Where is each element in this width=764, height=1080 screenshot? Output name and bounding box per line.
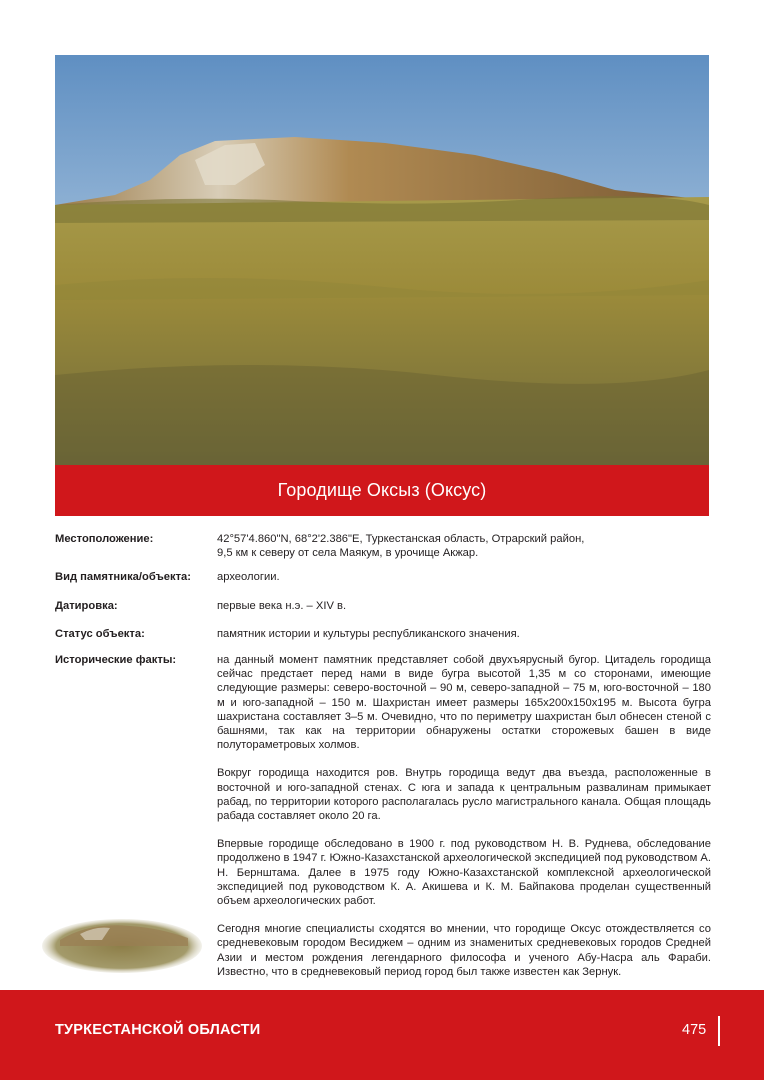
- field-label: Вид памятника/объекта:: [55, 571, 191, 584]
- footer-band: [0, 990, 764, 1080]
- field-row-status: [55, 627, 711, 641]
- history-paragraph: Сегодня многие специалисты сходятся во мнении, что городище Оксус отождествляется со средневековым городом Весиджем – одним из знаменитых средневековых городов Средней Азии и местом рождения легендарного философа и ученого Абу-Насра аль Фараби. Известно, что в средневековый период город был также известен как Зернук.: [217, 923, 711, 978]
- page-number: 475: [682, 1022, 707, 1038]
- field-value: памятник истории и культуры республиканского значения.: [217, 627, 520, 640]
- history-paragraph: на данный момент памятник представляет собой двухъярусный бугор. Цитадель городища сейчас предстает перед нами в виде бугра высотой 1,35 м со сторонами, имеющие следующие размеры: северо-восточной – 90 м, северо-западной – 75 м, юго-восточной – 180 м и юго-западной – 150 м. Шахристан имеет размеры 165х200х150х195 м. Высота бугра шахристана составляет 3–5 м. Очевидно, что по периметру шахристан был обнесен стеной с башнями, так как на территории обнаружены остатки сторожевых башен в виде полутораметровых холмов.: [217, 654, 711, 752]
- history-paragraph: Вокруг городища находится ров. Внутрь городища ведут два въезда, расположенные в восточной и юго-западной стенах. С юга и запада к центральным развалинам примыкает рабад, по территории которого располагалась русло магистрального канала. Общая площадь рабада составляет около 20 га.: [217, 767, 711, 823]
- field-label: Местоположение:: [55, 533, 154, 545]
- history-text: [217, 653, 711, 993]
- field-value: 42°57'4.860"N, 68°2'2.386"E, Туркестанская область, Отрарский район, 9,5 км к северу от села Маякум, в урочище Акжар.: [217, 533, 585, 560]
- site-photo: [55, 55, 709, 465]
- history-paragraph: Впервые городище обследовано в 1900 г. под руководством Н. В. Руднева, обследование продолжено в 1947 г. Южно-Казахстанской археологической экспедицией под руководством А. Н. Бернштама. Далее в 1975 году Южно-Казахстанской комплексной археологической экспедицией под руководством К. А. Акишева и К. М. Байпакова проделан существенный объем археологических работ.: [217, 838, 711, 908]
- page-divider: [718, 1016, 720, 1046]
- region-name: ТУРКЕСТАНСКОЙ ОБЛАСТИ: [55, 1022, 261, 1038]
- field-label: Статус объекта:: [55, 627, 145, 640]
- field-value: первые века н.э. – XIV в.: [217, 599, 347, 612]
- field-value: археологии.: [217, 571, 280, 584]
- site-thumbnail: [40, 916, 205, 974]
- field-row-dating: [55, 599, 711, 613]
- page-title: Городище Оксыз (Оксус): [55, 465, 709, 516]
- field-row-type: [55, 570, 711, 584]
- field-label: Датировка:: [55, 599, 118, 612]
- field-label: Исторические факты:: [55, 654, 177, 667]
- field-row-location: [55, 532, 711, 560]
